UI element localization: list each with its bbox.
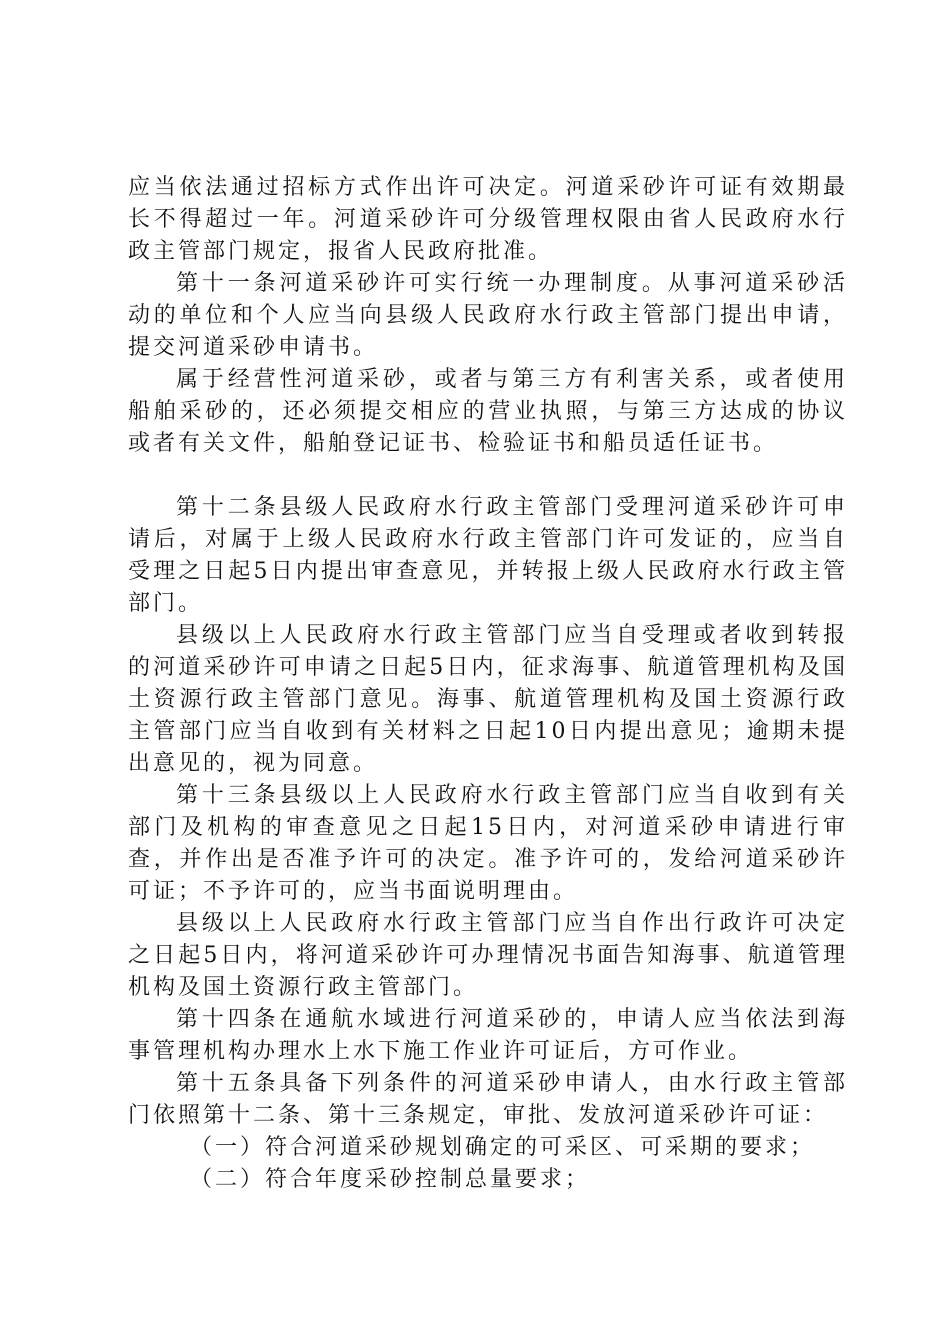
paragraph-article-14: 第十四条在通航水域进行河道采砂的，申请人应当依法到海事管理机构办理水上水下施工作业许可证后，方可作业。 <box>128 1007 848 1064</box>
list-item-condition-1: （一）符合河道采砂规划确定的可采区、可采期的要求； <box>190 1135 816 1160</box>
paragraph-continuation: 应当依法通过招标方式作出许可决定。河道采砂许可证有效期最长不得超过一年。河道采砂许可分级管理权限由省人民政府水行政主管部门规定，报省人民政府批准。 <box>128 175 848 264</box>
paragraph-article-15: 第十五条具备下列条件的河道采砂申请人，由水行政主管部门依照第十二条、第十三条规定，审批、发放河道采砂许可证： <box>128 1071 848 1128</box>
paragraph-article-11: 第十一条河道采砂许可实行统一办理制度。从事河道采砂活动的单位和个人应当向县级人民政府水行政主管部门提出申请，提交河道采砂申请书。 <box>128 271 848 360</box>
document-page <box>128 172 848 1196</box>
list-item-condition-2: （二）符合年度采砂控制总量要求； <box>190 1167 591 1192</box>
paragraph-article-11-commercial: 属于经营性河道采砂，或者与第三方有利害关系，或者使用船舶采砂的，还必须提交相应的营业执照，与第三方达成的协议或者有关文件，船舶登记证书、检验证书和船员适任证书。 <box>128 367 848 456</box>
paragraph-article-12-review: 县级以上人民政府水行政主管部门应当自受理或者收到转报的河道采砂许可申请之日起5日内，征求海事、航道管理机构及国土资源行政主管部门意见。海事、航道管理机构及国土资源行政主管部门应当自收到有关材料之日起10日内提出意见；逾期未提出意见的，视为同意。 <box>128 623 848 776</box>
paragraph-article-13: 第十三条县级以上人民政府水行政主管部门应当自收到有关部门及机构的审查意见之日起15日内，对河道采砂申请进行审查，并作出是否准予许可的决定。准予许可的，发给河道采砂许可证；不予许可的，应当书面说明理由。 <box>128 783 848 904</box>
paragraph-article-13-notify: 县级以上人民政府水行政主管部门应当自作出行政许可决定之日起5日内，将河道采砂许可办理情况书面告知海事、航道管理机构及国土资源行政主管部门。 <box>128 911 848 1000</box>
paragraph-article-12: 第十二条县级人民政府水行政主管部门受理河道采砂许可申请后，对属于上级人民政府水行政主管部门许可发证的，应当自受理之日起5日内提出审查意见，并转报上级人民政府水行政主管部门。 <box>128 495 848 616</box>
